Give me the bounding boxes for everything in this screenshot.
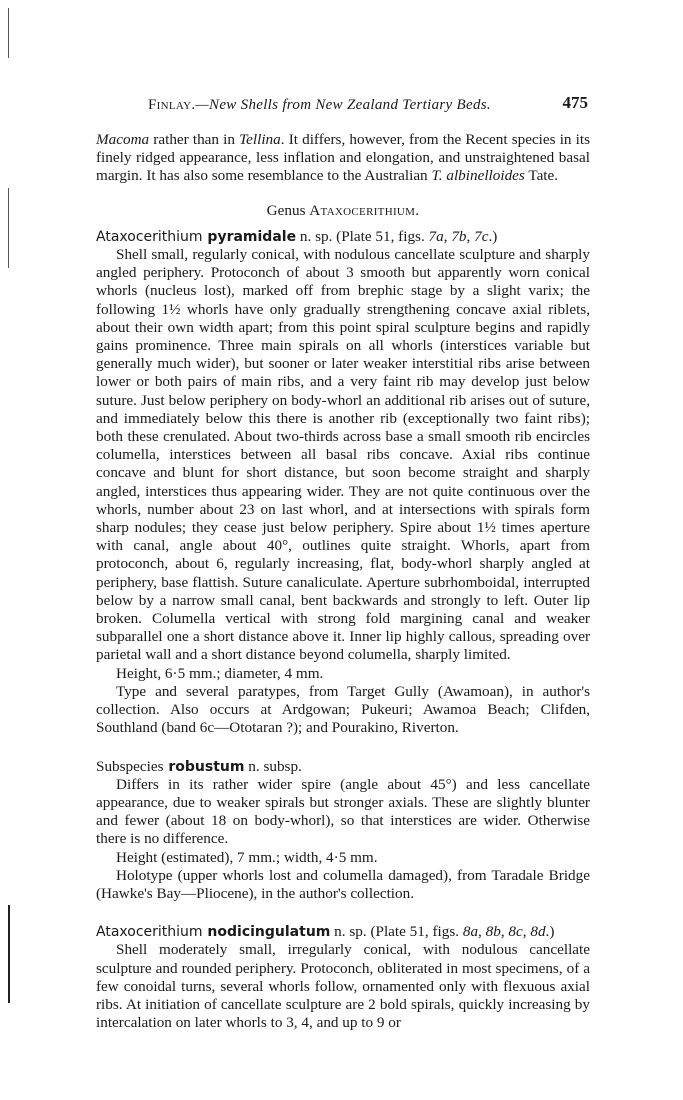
genus-tellina: Tellina <box>239 131 281 148</box>
fig-ref: 7b <box>451 227 467 245</box>
species-genus-name: Ataxocerithium <box>96 924 203 941</box>
fig-ref: 8d <box>530 923 546 941</box>
species-plate-ref: n. sp. (Plate 51, figs. <box>296 227 429 245</box>
genus-prefix: Genus <box>266 201 310 219</box>
margin-rule-bottom <box>8 905 10 1003</box>
article-title: —New Shells from New Zealand Tertiary Beds. <box>195 97 491 113</box>
fig-sep: , <box>522 923 531 941</box>
intro-text-3: Tate. <box>524 167 559 185</box>
species-heading-pyramidale <box>96 228 590 246</box>
genus-heading <box>96 202 590 220</box>
intro-paragraph <box>96 131 590 186</box>
intro-text-2: . It differs, however, from the Recent species in its finely ridged appearance, less inflation and elongation, and unstraightened basal margin. It has also some resemblance to the Australian <box>96 131 590 185</box>
intro-text-1: rather than in <box>149 131 240 148</box>
subspecies-label: Subspecies <box>96 757 164 775</box>
species-genus-name: Ataxocerithium <box>96 228 203 245</box>
nodicingulatum-description: Shell moderately small, irregularly conical, with nodulous cancellate sculpture and rounded periphery. Protoconch, obliterated in most specimens, of a few conoidal turns, several whorls follow, ornamented only with flexuous axial ribs. At initiation of cancellate sculpture are 2 bold spirals, quickly increasing by intercalation on later whorls to 3, 4, and up to 9 or <box>96 941 590 1032</box>
genus-macoma: Macoma <box>96 131 150 148</box>
author-name: Finlay. <box>148 97 196 113</box>
species-plate-ref: n. sp. (Plate 51, figs. <box>330 923 463 941</box>
subspecies-suffix: n. subsp. <box>244 757 302 775</box>
subspecies-heading <box>96 758 590 776</box>
running-header <box>148 93 588 119</box>
fig-ref: 7a <box>428 227 444 245</box>
margin-rule-middle <box>8 188 9 268</box>
species-heading-nodicingulatum <box>96 923 590 941</box>
fig-sep: , <box>478 923 486 941</box>
body-text <box>96 131 590 1032</box>
fig-ref: 7c <box>474 227 489 245</box>
fig-end: .) <box>488 227 498 245</box>
subspecies-holotype: Holotype (upper whorls lost and columella damaged), from Taradale Bridge (Hawke's Bay—Pliocene), in the author's collection. <box>96 866 590 902</box>
fig-sep: , <box>466 227 475 245</box>
genus-name: Ataxocerithium. <box>309 201 420 219</box>
page-number: 475 <box>562 93 588 112</box>
margin-rule-top <box>8 8 9 58</box>
species-epithet: pyramidale <box>202 228 297 245</box>
species-epithet: nodicingulatum <box>202 924 331 941</box>
subspecies-dimensions: Height (estimated), 7 mm.; width, 4·5 mm. <box>116 848 378 866</box>
subspecies-description: Differs in its rather wider spire (angle about 45°) and less cancellate appearance, due to weaker spirals but stronger axials. These are slightly blunter and fewer (about 18 on body-whorl), so that interstices are wider. Otherwise there is no difference. <box>96 775 590 848</box>
fig-sep: , <box>443 227 452 245</box>
fig-ref: 8a <box>462 923 479 941</box>
pyramidale-dimensions: Height, 6·5 mm.; diameter, 4 mm. <box>116 664 324 682</box>
fig-sep: , <box>500 923 509 941</box>
species-albinelloides: T. albinelloides <box>431 167 525 185</box>
pyramidale-type-locality: Type and several paratypes, from Target Gully (Awamoan), in author's collection. Also occurs at Ardgowan; Pukeuri; Awamoa Beach; Clifden, Southland (band 6c—Ototaran ?); and Pourakino, Riverton. <box>96 682 590 737</box>
fig-ref: 8b <box>485 923 501 941</box>
pyramidale-description: Shell small, regularly conical, with nodulous cancellate sculpture and sharply angled periphery. Protoconch of about 3 smooth but apparently worn conical whorls (nucleus lost), marked off from brephic stage by a slight varix; the following 1½ whorls have only gradually strengthening concave axial riblets, about their own width apart; from this point spiral sculpture begins and rapidly gains prominence. Three main spirals on all whorls (interstices variable but generally much wider), but sooner or later weaker interstitial ribs arise between lower or both pairs of main ribs, and a very faint rib may develop just below suture. Just below periphery on body-whorl an additional rib arises out of suture, and immediately below this there is another rib (exceptionally two faint ribs); both these crenulated. About two-thirds across base a small smooth rib encircles columella, interstices between all basal ribs concave. Axial ribs continue concave and blunt for short distance, but soon become straight and sharply angled, interstices thus appearing wider. They are not quite continuous over the whorls, number about 23 on last whorl, and at intersections with spirals form sharp nodules; they cease just below periphery. Spire about 1½ times aperture with canal, angle about 40°, outlines quite straight. Whorls, apart from protoconch, about 6, regularly increasing, flat, body-whorl sharply angled at periphery, base flattish. Suture canaliculate. Aperture subrhomboidal, interrupted below by a narrow small canal, bent backwards and strongly to left. Outer lip broken. Columella vertical with strong fold margining canal and weaker subparallel one a short distance above it. Inner lip highly callous, spreading over parietal wall and a short distance beyond columella, sharply limited. <box>96 246 590 664</box>
fig-end: .) <box>545 923 555 941</box>
subspecies-name: robustum <box>163 758 245 775</box>
fig-ref: 8c <box>508 923 523 941</box>
running-head <box>148 97 491 114</box>
